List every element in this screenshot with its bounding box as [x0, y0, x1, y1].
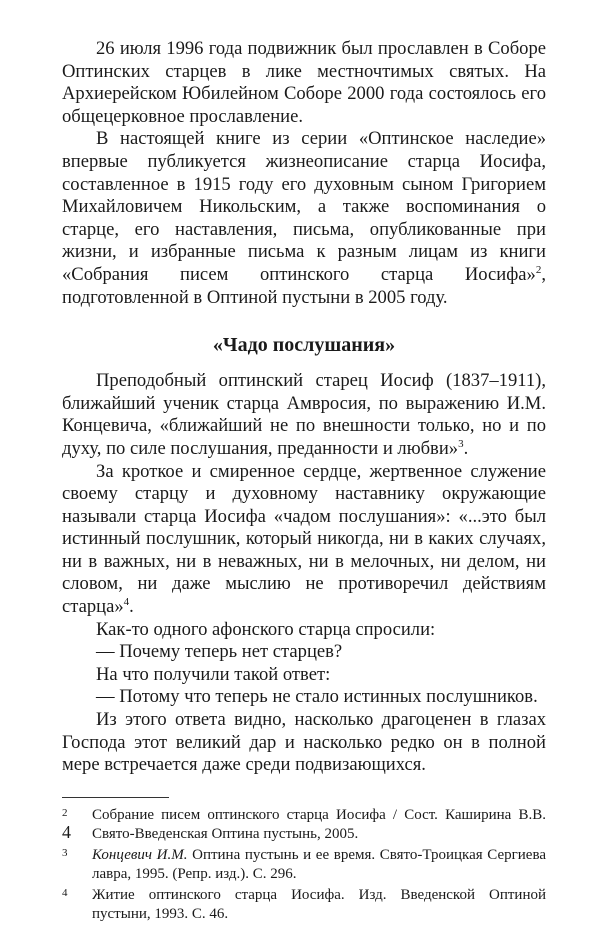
- dialogue-line-3: На что получили такой ответ:: [96, 663, 331, 685]
- page-body: [62, 38, 546, 926]
- footnote-text: Житие оптинского старца Иосифа. Изд. Введенской Оптиной пустыни, 1993. С. 46.: [92, 886, 546, 922]
- paragraph-1: 26 июля 1996 года подвижник был прославлен в Соборе Оптинских старцев в лике местночтимых святых. На Архиерейском Юбилейном Соборе 2000 года состоялось его общецерковное прославление.: [62, 38, 546, 127]
- paragraph-last: Из этого ответа видно, насколько драгоценен в глазах Господа этот великий дар и насколько редко он в полной мере встречается даже среди подвизающихся.: [62, 709, 546, 776]
- footnote-ref-3[interactable]: 3: [458, 437, 464, 450]
- page-number: 4: [62, 822, 71, 842]
- footnote-number: 4: [62, 886, 68, 899]
- footnote-3: [62, 846, 546, 884]
- footnote-author: Концевич И.М.: [92, 846, 188, 863]
- dialogue-line-1: Как-то одного афонского старца спросили:: [96, 618, 436, 640]
- paragraph-2-text: В настоящей книге из серии «Оптинское наследие» впервые публикуется жизнеописание старца Иосифа, составленное в 1915 году его духовным сыном Григорием Михайловичем Никольским, а также воспоминания о старце, его наставления, письма, опубликованные при жизни, и избранные письма к разным лицам из книги «Собрания писем оптинского старца Иосифа»: [62, 128, 546, 285]
- footnote-ref-4[interactable]: 4: [123, 595, 130, 608]
- dialogue-line-2: — Почему теперь нет старцев?: [96, 641, 343, 663]
- paragraph-2-tail: , подготовленной в Оптиной пустыни в 2005 году.: [62, 263, 546, 308]
- footnote-2: [62, 806, 546, 844]
- dialogue-line-4: — Потому что теперь не стало истинных послушников.: [96, 686, 538, 708]
- footnote-text: Собрание писем оптинского старца Иосифа / Сост. Каширина В.В. Свято-Введенская Оптина пустынь, 2005.: [92, 806, 546, 842]
- footnote-number: 3: [62, 846, 68, 859]
- section-heading: «Чадо послушания»: [212, 334, 396, 357]
- footnote-ref-2[interactable]: 2: [535, 263, 542, 276]
- footnote-4: [62, 886, 546, 924]
- footnote-number: 2: [62, 806, 68, 819]
- paragraph-3: Преподобный оптинский старец Иосиф (1837–1911), ближайший ученик старца Амвросия, по выражению И.М. Концевича, «ближайший не по внешности только, но и по духу, по силе послушания, преданности и любви»$^3$.: [62, 370, 546, 459]
- paragraph-4-text: За кроткое и смиренное сердце, жертвенное служение своему старцу и духовному наставнику окружающие называли старца Иосифа «чадом послушания»: «...это был истинный послушник, который никогда, ни в каких случаях, ни в важных, ни в неважных, ни в мелочных, ни делом, ни словом, ни даже мыслию не противоречил действиям старца»: [62, 460, 546, 618]
- paragraph-4: За кроткое и смиренное сердце, жертвенное служение своему старцу и духовному наставнику окружающие называли старца Иосифа «чадом послушания»: «...это был истинный послушник, который никогда, ни в каких случаях, ни в важных, ни в неважных, ни в мелочных, ни делом, ни словом, ни даже мыслию не противоречил действиям старца»$^4$.: [62, 460, 546, 618]
- paragraph-3-text: Преподобный оптинский старец Иосиф (1837–1911), ближайший ученик старца Амвросия, по выражению И.М. Концевича, «ближайший не по внешности только, но и по духу, по силе послушания, преданности и любви»: [62, 370, 546, 459]
- footnote-divider: [62, 797, 169, 798]
- paragraph-2: [62, 128, 546, 309]
- footnote-text: Оптина пустынь и ее время. Свято-Троицкая Сергиева лавра, 1995. (Репр. изд.). С. 296.: [92, 846, 547, 882]
